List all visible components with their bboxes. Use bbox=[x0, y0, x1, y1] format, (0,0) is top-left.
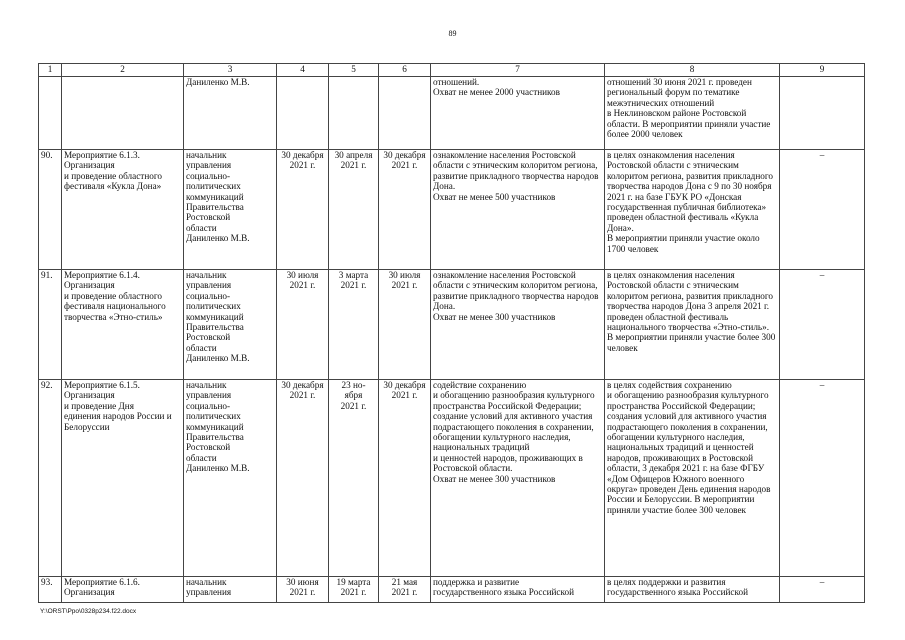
responsible-person: начальник управления социально- политических коммуникаций Правительства Ростовской области Даниленко М.В. bbox=[184, 380, 277, 577]
event-name: Мероприятие 6.1.3. Организация и проведение областного фестиваля «Кукла Дона» bbox=[62, 150, 184, 270]
planned-end-date: 30 декабря 2021 г. bbox=[379, 150, 431, 270]
expected-result: ознакомление населения Ростовской области с этническим колоритом региона, развитие прикладного творчества народов Дона. Охват не менее 300 участников bbox=[431, 270, 605, 380]
event-name: Мероприятие 6.1.5. Организация и проведение Дня единения народов России и Белоруссии bbox=[62, 380, 184, 577]
planned-end-date: 30 июля 2021 г. bbox=[379, 270, 431, 380]
note bbox=[780, 77, 865, 150]
header-cell-1: 1 bbox=[39, 64, 62, 77]
table-row bbox=[39, 270, 865, 380]
expected-result: поддержка и развитие государственного языка Российской bbox=[431, 577, 605, 603]
expected-result: ознакомление населения Ростовской области с этническим колоритом региона, развитие прикладного творчества народов Дона. Охват не менее 500 участников bbox=[431, 150, 605, 270]
row-number bbox=[39, 77, 62, 150]
page-number: 89 bbox=[448, 29, 457, 38]
actual-result: отношений 30 июня 2021 г. проведен региональный форум по тематике межэтнических отношений в Неклиновском районе Ростовской области. В мероприятии приняли участие более 2000 человек bbox=[605, 77, 780, 150]
header-cell-8: 8 bbox=[605, 64, 780, 77]
responsible-person: начальник управления социально- политических коммуникаций Правительства Ростовской области Даниленко М.В. bbox=[184, 270, 277, 380]
row-number: 92. bbox=[39, 380, 62, 577]
planned-start-date: 30 декабря 2021 г. bbox=[277, 150, 329, 270]
actual-date: 3 марта 2021 г. bbox=[329, 270, 379, 380]
header-cell-3: 3 bbox=[184, 64, 277, 77]
row-number: 93. bbox=[39, 577, 62, 603]
row-number: 90. bbox=[39, 150, 62, 270]
note: – bbox=[780, 380, 865, 577]
header-row bbox=[39, 64, 865, 77]
actual-result: в целях поддержки и развития государственного языка Российской bbox=[605, 577, 780, 603]
planned-start-date: 30 июня 2021 г. bbox=[277, 577, 329, 603]
actual-date: 23 но- ября 2021 г. bbox=[329, 380, 379, 577]
planned-start-date bbox=[277, 77, 329, 150]
table-row bbox=[39, 577, 865, 603]
header-cell-5: 5 bbox=[329, 64, 379, 77]
planned-end-date: 21 мая 2021 г. bbox=[379, 577, 431, 603]
expected-result: отношений. Охват не менее 2000 участников bbox=[431, 77, 605, 150]
actual-result: в целях ознакомления населения Ростовской области с этническим колоритом региона, развития прикладного творчества народов Дона 3 апреля 2021 г. проведен областной фестиваль национального творчества «Этно-стиль». В мероприятии приняли участие более 300 человек bbox=[605, 270, 780, 380]
responsible-person: начальник управления социально- политических коммуникаций Правительства Ростовской области Даниленко М.В. bbox=[184, 150, 277, 270]
actual-date: 30 апреля 2021 г. bbox=[329, 150, 379, 270]
actual-result: в целях ознакомления населения Ростовской области с этническим колоритом региона, развития прикладного творчества народов Дона с 9 по 30 ноября 2021 г. на базе ГБУК РО «Донская государственная публичная библиотека» проведен областной фестиваль «Кукла Дона». В мероприятии приняли участие около 1700 человек bbox=[605, 150, 780, 270]
actual-date bbox=[329, 77, 379, 150]
table-row bbox=[39, 77, 865, 150]
header-cell-6: 6 bbox=[379, 64, 431, 77]
header-cell-2: 2 bbox=[62, 64, 184, 77]
responsible-person: Даниленко М.В. bbox=[184, 77, 277, 150]
expected-result: содействие сохранению и обогащению разнообразия культурного пространства Российской Федерации; создание условий для активного участия подрастающего поколения в сохранении, обогащении культурного наследия, национальных традиций и ценностей народов, проживающих в Ростовской области. Охват не менее 300 участников bbox=[431, 380, 605, 577]
header-cell-9: 9 bbox=[780, 64, 865, 77]
note: – bbox=[780, 270, 865, 380]
planned-start-date: 30 июля 2021 г. bbox=[277, 270, 329, 380]
note: – bbox=[780, 577, 865, 603]
table-row bbox=[39, 150, 865, 270]
header-cell-7: 7 bbox=[431, 64, 605, 77]
event-name: Мероприятие 6.1.4. Организация и проведение областного фестиваля национального творчества «Этно-стиль» bbox=[62, 270, 184, 380]
note: – bbox=[780, 150, 865, 270]
row-number: 91. bbox=[39, 270, 62, 380]
report-table bbox=[38, 63, 865, 603]
header-cell-4: 4 bbox=[277, 64, 329, 77]
event-name bbox=[62, 77, 184, 150]
file-path-footer: Y:\ORST\Ppo\0328p234.f22.docx bbox=[40, 608, 137, 615]
planned-end-date bbox=[379, 77, 431, 150]
event-name: Мероприятие 6.1.6. Организация bbox=[62, 577, 184, 603]
actual-result: в целях содействия сохранению и обогащению разнообразия культурного пространства Российской Федерации; создания условий для активного участия подрастающего поколения в сохранении, обогащении культурного наследия, национальных традиций и ценностей народов, проживающих в Ростовской области, 3 декабря 2021 г. на базе ФГБУ «Дом Офицеров Южного военного округа» проведен День единения народов России и Белоруссии. В мероприятии приняли участие более 300 человек bbox=[605, 380, 780, 577]
responsible-person: начальник управления bbox=[184, 577, 277, 603]
planned-end-date: 30 декабря 2021 г. bbox=[379, 380, 431, 577]
planned-start-date: 30 декабря 2021 г. bbox=[277, 380, 329, 577]
actual-date: 19 марта 2021 г. bbox=[329, 577, 379, 603]
table-row bbox=[39, 380, 865, 577]
